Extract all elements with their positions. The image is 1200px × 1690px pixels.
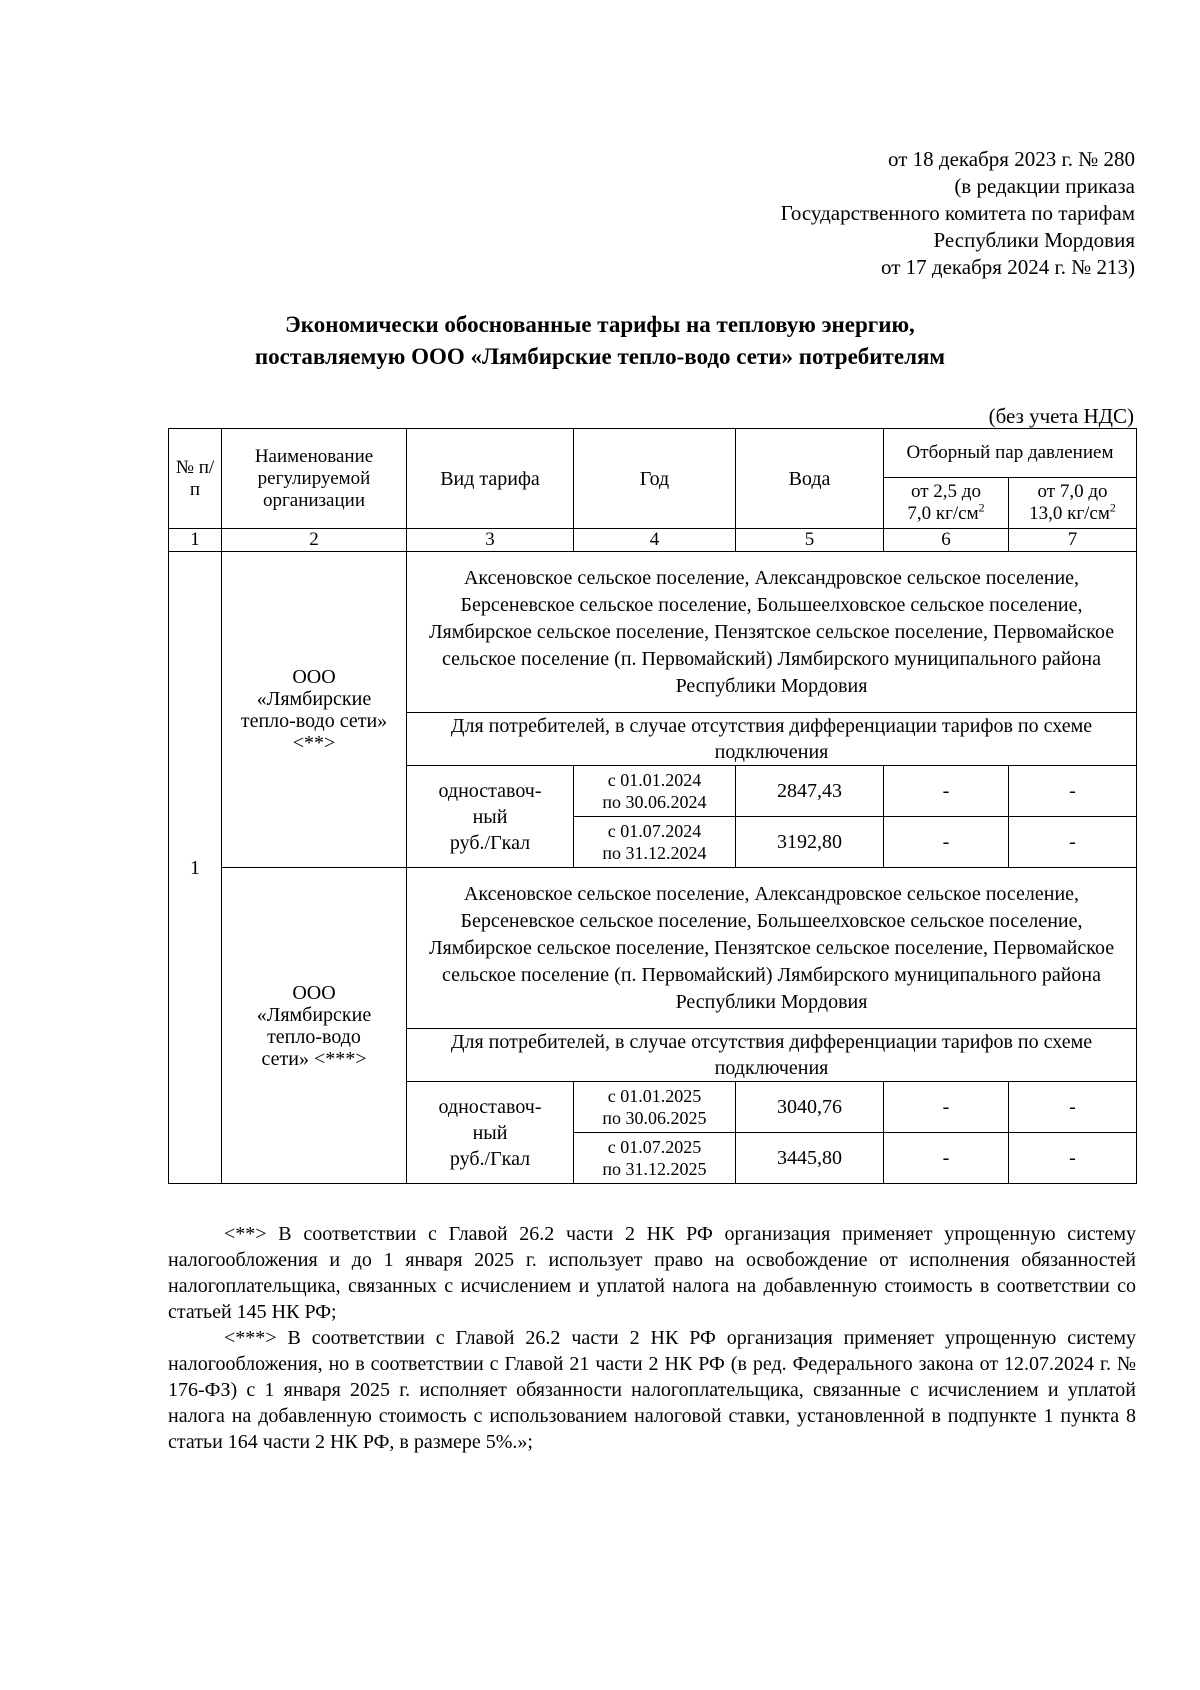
period-from: с 01.07.2024: [607, 821, 702, 841]
consumer-category: Для потребителей, в случае отсутствия дифференциации тарифов по схеме подключения: [407, 713, 1137, 766]
steam-low-value: -: [884, 817, 1009, 868]
steam-high-value: -: [1009, 817, 1137, 868]
org-name: [222, 552, 407, 868]
header-steam: Отборный пар давлением: [884, 429, 1137, 478]
steam-high-value: -: [1009, 766, 1137, 817]
tariff-type: [407, 1082, 574, 1184]
water-value: 2847,43: [736, 766, 884, 817]
steam-low-value: -: [884, 1133, 1009, 1184]
org-line: ООО: [292, 981, 336, 1004]
tariff-table: [168, 428, 1137, 1184]
title-line-2: поставляемую ООО «Лямбирские тепло-водо сети» потребителям: [254, 344, 946, 369]
period-to: по 31.12.2025: [602, 1159, 707, 1179]
amendment-date-line: от 17 декабря 2024 г. № 213): [881, 255, 1135, 279]
org-line: <**>: [292, 731, 336, 754]
period: [574, 817, 736, 868]
tariff-line: руб./Гкал: [449, 1147, 531, 1170]
tariff-type: [407, 766, 574, 868]
consumer-category: Для потребителей, в случае отсутствия дифференциации тарифов по схеме подключения: [407, 1029, 1137, 1082]
period: [574, 1082, 736, 1133]
order-date-line: от 18 декабря 2023 г. № 280: [888, 147, 1135, 171]
header-tariff-type: Вид тарифа: [407, 429, 574, 529]
amendment-line: (в редакции приказа: [954, 174, 1135, 198]
service-area: Аксеновское сельское поселение, Александровское сельское поселение, Берсеневское сельское поселение, Большеелховское сельское поселение, Лямбирское сельское поселение, Пензятское сельское поселение, Первомайское сельское поселение (п. Первомайский) Лямбирского муниципального района Республики Мордовия: [407, 552, 1137, 713]
footnote-double-star: <**> В соответствии с Главой 26.2 части 2 НК РФ организация применяет упрощенную систему налогообложения и до 1 января 2025 г. использует право на освобождение от исполнения обязанностей налогоплательщика, связанных с исчислением и уплатой налога на добавленную стоимость в соответствии со статьей 145 НК РФ;: [168, 1223, 1136, 1323]
period-to: по 30.06.2024: [602, 792, 707, 812]
order-reference: [535, 146, 1135, 281]
period: [574, 766, 736, 817]
org-line: «Лямбирские: [256, 687, 372, 710]
col-number: 2: [222, 529, 407, 552]
header-org: Наименование регулируемой организации: [222, 429, 407, 529]
col-number: 3: [407, 529, 574, 552]
org-line: тепло-водо сети»: [240, 709, 388, 732]
steam-low-value: -: [884, 766, 1009, 817]
service-area: Аксеновское сельское поселение, Александровское сельское поселение, Берсеневское сельское поселение, Большеелховское сельское поселение, Лямбирское сельское поселение, Пензятское сельское поселение, Первомайское сельское поселение (п. Первомайский) Лямбирского муниципального района Республики Мордовия: [407, 868, 1137, 1029]
water-value: 3040,76: [736, 1082, 884, 1133]
superscript: 2: [978, 500, 985, 515]
org-line: сети» <***>: [261, 1047, 367, 1070]
steam-low-line-b: 7,0 кг/см: [907, 503, 979, 524]
period-to: по 31.12.2024: [602, 843, 707, 863]
water-value: 3192,80: [736, 817, 884, 868]
steam-low-line-a: от 2,5 до: [911, 481, 981, 502]
header-num: № п/п: [169, 429, 222, 529]
col-number: 1: [169, 529, 222, 552]
steam-high-line-b: 13,0 кг/см: [1029, 503, 1110, 524]
col-number: 5: [736, 529, 884, 552]
header-water: Вода: [736, 429, 884, 529]
tariff-line: ный: [472, 805, 508, 828]
steam-high-value: -: [1009, 1133, 1137, 1184]
period: [574, 1133, 736, 1184]
page-title: [60, 309, 1140, 373]
org-line: ООО: [292, 665, 336, 688]
org-name: [222, 868, 407, 1184]
steam-high-line-a: от 7,0 до: [1037, 481, 1108, 502]
footnote-triple-star: <***> В соответствии с Главой 26.2 части 2 НК РФ организация применяет упрощенную систему налогообложения, но в соответствии с Главой 21 части 2 НК РФ (в ред. Федерального закона от 12.07.2024 г. № 176-ФЗ) с 1 января 2025 г. исполняет обязанности налогоплательщика, связанные с исчислением и уплатой налога на добавленную стоимость с использованием налоговой ставки, установленной в подпункте 1 пункта 8 статьи 164 части 2 НК РФ, в размере 5%.»;: [168, 1327, 1136, 1453]
header-year: Год: [574, 429, 736, 529]
tariff-line: руб./Гкал: [449, 831, 531, 854]
republic-line: Республики Мордовия: [933, 228, 1135, 252]
header-steam-high: [1009, 478, 1137, 529]
period-from: с 01.07.2025: [607, 1137, 702, 1157]
col-number: 6: [884, 529, 1009, 552]
vat-note: (без учета НДС): [988, 404, 1134, 428]
title-line-1: Экономически обоснованные тарифы на тепловую энергию,: [285, 312, 915, 337]
header-steam-low: [884, 478, 1009, 529]
period-from: с 01.01.2024: [607, 770, 702, 790]
col-number: 7: [1009, 529, 1137, 552]
tariff-line: ный: [472, 1121, 508, 1144]
tariff-line: одноставоч-: [438, 1095, 542, 1118]
period-from: с 01.01.2025: [607, 1086, 702, 1106]
row-number: 1: [169, 552, 222, 1184]
committee-line: Государственного комитета по тарифам: [780, 201, 1135, 225]
superscript: 2: [1109, 500, 1116, 515]
water-value: 3445,80: [736, 1133, 884, 1184]
org-line: «Лямбирские: [256, 1003, 372, 1026]
tariff-line: одноставоч-: [438, 779, 542, 802]
period-to: по 30.06.2025: [602, 1108, 707, 1128]
steam-low-value: -: [884, 1082, 1009, 1133]
org-line: тепло-водо: [267, 1025, 361, 1048]
steam-high-value: -: [1009, 1082, 1137, 1133]
col-number: 4: [574, 529, 736, 552]
footnotes: [168, 1221, 1136, 1455]
